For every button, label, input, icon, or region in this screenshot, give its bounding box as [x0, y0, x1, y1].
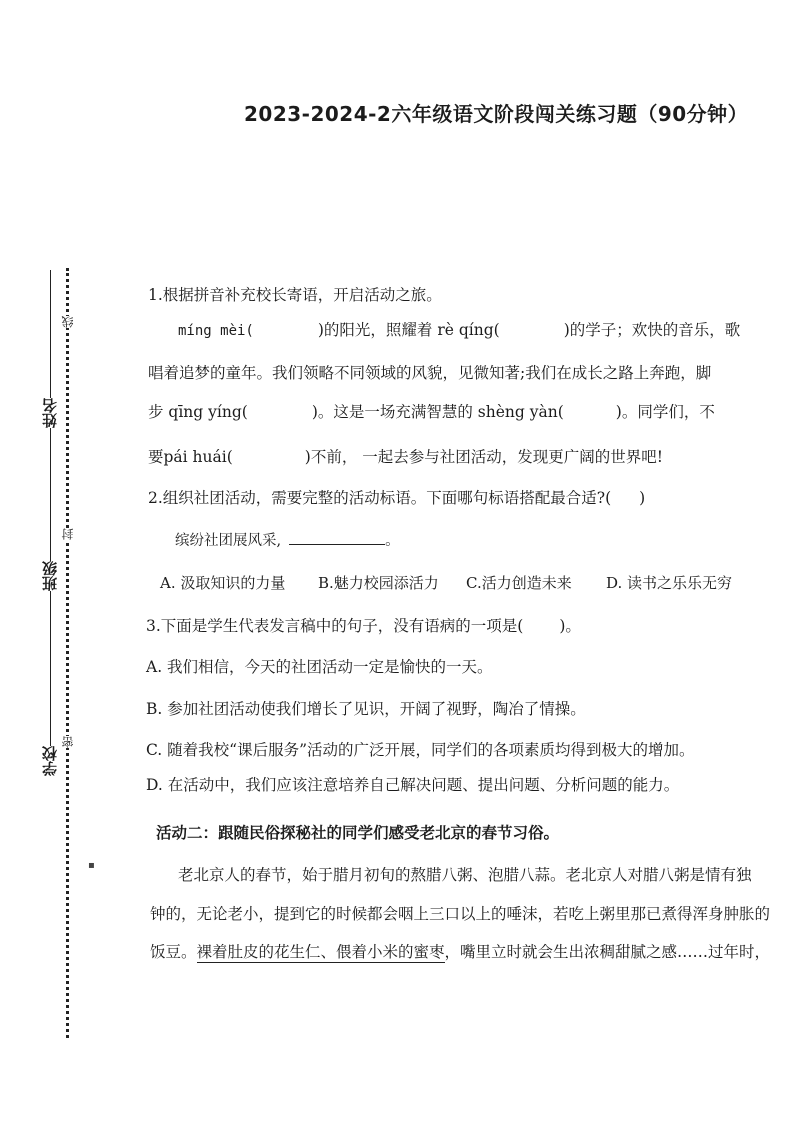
q1-line-2: 唱着追梦的童年。我们领略不同领域的风貌，见微知著;我们在成长之路上奔跑，脚	[148, 364, 712, 382]
q2-heading-close: )	[639, 489, 646, 507]
slogan-fill-blank[interactable]	[289, 530, 385, 545]
q2-options	[160, 572, 732, 594]
slogan-end: 。	[385, 533, 400, 549]
binding-dotted-line	[66, 268, 69, 1038]
q2-option-a[interactable]: A. 汲取知识的力量	[160, 574, 286, 592]
slogan-text: 缤纷社团展风采,	[175, 533, 282, 549]
slogan-line	[175, 530, 400, 552]
activity2-paragraph-line-2: 钟的，无论老小，提到它的时候都会咽上三口以上的唾沫，若吃上粥里那已煮得浑身肿胀的	[150, 905, 771, 923]
q2-option-d[interactable]: D. 读书之乐乐无穷	[606, 574, 733, 592]
activity2-paragraph-line-1: 老北京人的春节，始于腊月初旬的熬腊八粥、泡腊八蒜。老北京人对腊八粥是情有独	[178, 866, 752, 884]
q1-text: )的阳光，照耀着 rè qíng(	[317, 321, 500, 339]
seal-mark-line: 线	[61, 316, 75, 328]
q1-text: 步 qīng yíng(	[148, 403, 248, 421]
q2-heading	[148, 487, 645, 509]
q2-option-c[interactable]: C.活力创造未来	[466, 574, 572, 592]
page-title: 2023-2024-2六年级语文阶段闯关练习题（90分钟）	[244, 102, 749, 126]
q1-text: )的学子；欢快的音乐，歌	[563, 321, 741, 339]
q1-line-1	[178, 319, 740, 342]
paragraph-text: ，嘴里立时就会生出浓稠甜腻之感……过年时，	[444, 943, 771, 961]
activity2-paragraph-line-3	[150, 941, 770, 963]
q2-option-b[interactable]: B.魅力校园添活力	[318, 574, 439, 592]
q3-option-b[interactable]: B. 参加社团活动使我们增长了见识，开阔了视野，陶冶了情操。	[146, 700, 586, 718]
seal-mark-secret: 密	[61, 736, 75, 748]
q3-option-d[interactable]: D. 在活动中，我们应该注意培养自己解决问题、提出问题、分析问题的能力。	[146, 776, 680, 794]
q3-heading-text: 3.下面是学生代表发言稿中的句子，没有语病的一项是(	[146, 617, 524, 635]
q3-option-c[interactable]: C. 随着我校“课后服务”活动的广泛开展，同学们的各项素质均得到极大的增加。	[146, 741, 695, 759]
school-label: 学校	[41, 746, 59, 776]
class-label: 班级	[41, 561, 59, 591]
q1-text: 要pái huái(	[148, 448, 233, 466]
q1-text: )不前， 一起去参与社团活动，发现更广阔的世界吧!	[304, 448, 663, 466]
scan-speck: ▪	[88, 860, 95, 871]
q2-heading-text: 2.组织社团活动，需要完整的活动标语。下面哪句标语搭配最合适?(	[148, 489, 612, 507]
q1-heading: 1.根据拼音补充校长寄语，开启活动之旅。	[148, 286, 442, 304]
q3-heading	[146, 615, 581, 637]
q3-heading-close: )。	[559, 617, 581, 635]
binding-solid-line	[50, 270, 51, 750]
activity2-heading: 活动二：跟随民俗探秘社的同学们感受老北京的春节习俗。	[156, 824, 560, 842]
q1-text: )。同学们，不	[615, 403, 715, 421]
paragraph-text: 饭豆。	[150, 943, 197, 961]
name-label: 姓名	[41, 398, 59, 428]
q1-line-4	[148, 446, 663, 468]
q3-option-a[interactable]: A. 我们相信，今天的社团活动一定是愉快的一天。	[146, 658, 493, 676]
seal-mark-seal: 封	[61, 528, 75, 540]
q1-line-3	[148, 401, 715, 423]
q1-pinyin-mingmei: míng mèi(	[178, 323, 254, 339]
q1-text: )。这是一场充满智慧的 shèng yàn(	[311, 403, 564, 421]
underlined-phrase: 裸着肚皮的花生仁、偎着小米的蜜枣	[196, 943, 445, 961]
